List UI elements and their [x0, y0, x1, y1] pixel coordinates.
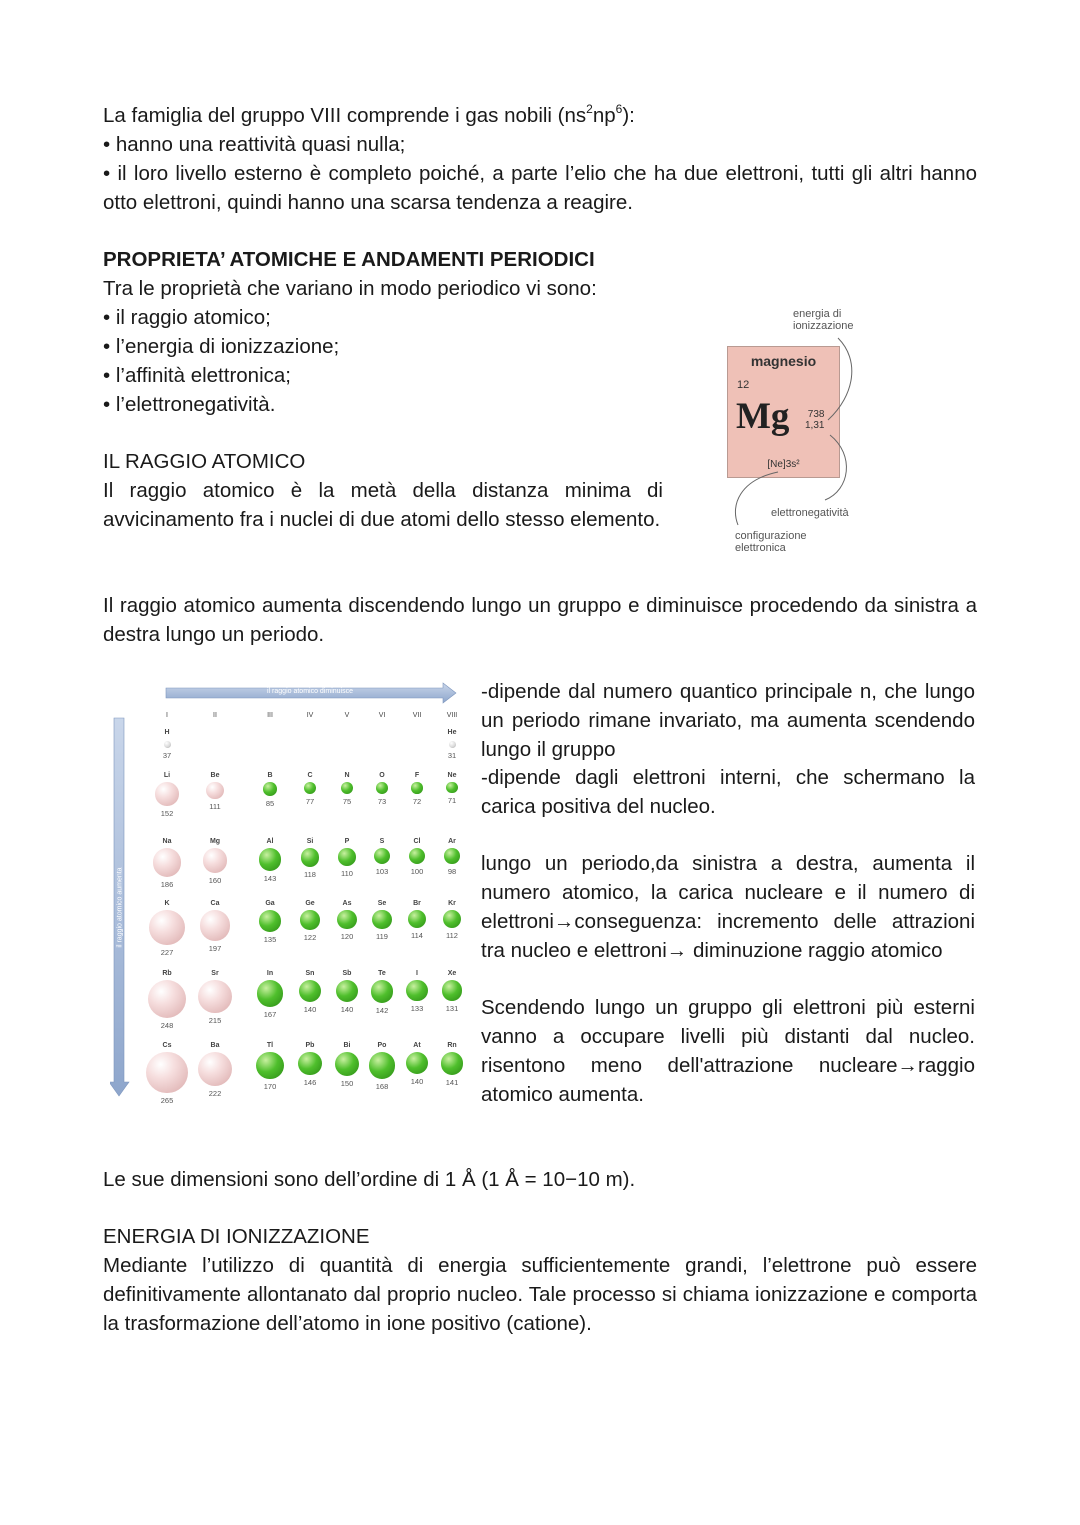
- group-label: VII: [412, 712, 422, 719]
- radius-value: 111: [209, 802, 221, 812]
- atom-sphere: [301, 848, 320, 867]
- atom-sphere: [298, 1052, 321, 1075]
- element-symbol-na: Na: [162, 838, 172, 845]
- element-symbol-si: Si: [306, 838, 314, 845]
- element-symbol-br: Br: [413, 900, 421, 907]
- radius-value: 75: [342, 797, 352, 806]
- radius-value: 248: [160, 1021, 174, 1031]
- element-symbol-mg: Mg: [209, 838, 221, 845]
- element-symbol-pb: Pb: [305, 1042, 315, 1049]
- element-symbol-li: Li: [163, 772, 171, 779]
- atom-sphere: [443, 910, 461, 928]
- element-symbol: Mg: [736, 396, 790, 437]
- element-symbol-ne: Ne: [447, 772, 457, 779]
- radius-value: 222: [208, 1089, 222, 1099]
- radius-value: 103: [375, 867, 389, 877]
- atom-sphere: [446, 782, 457, 793]
- label-ionization-energy: [793, 308, 854, 332]
- element-symbol-n: N: [344, 772, 350, 779]
- element-symbol-k: K: [164, 900, 170, 907]
- element-symbol-cs: Cs: [162, 1042, 172, 1049]
- label-electronegativity: elettronegatività: [771, 507, 849, 519]
- group-label: I: [166, 712, 168, 719]
- radius-value: 170: [263, 1082, 277, 1092]
- atom-sphere: [164, 741, 171, 748]
- element-symbol-s: S: [379, 838, 385, 845]
- atom-sphere: [406, 980, 427, 1001]
- element-symbol-ba: Ba: [210, 1042, 220, 1049]
- radius-value: 98: [447, 866, 457, 876]
- element-symbol-b: B: [267, 772, 273, 779]
- group-label: III: [267, 712, 273, 719]
- element-symbol-sr: Sr: [211, 970, 219, 977]
- atom-sphere: [259, 910, 281, 932]
- radius-value: 143: [263, 873, 277, 883]
- atomic-radius-figure: [110, 682, 470, 1132]
- radius-value: 197: [208, 943, 222, 953]
- radius-value: 100: [410, 867, 424, 876]
- radius-value: 140: [410, 1077, 424, 1087]
- atom-sphere: [338, 848, 356, 866]
- radius-value: 85: [265, 798, 275, 808]
- element-symbol-tl: Tl: [266, 1042, 274, 1049]
- element-symbol-i: I: [416, 970, 418, 977]
- radius-value: 142: [375, 1005, 389, 1015]
- element-symbol-p: P: [344, 838, 350, 845]
- radius-value: 119: [376, 932, 388, 942]
- element-symbol-h: H: [164, 729, 170, 736]
- atom-sphere: [257, 980, 284, 1007]
- element-symbol-f: F: [414, 772, 420, 779]
- atom-sphere: [256, 1052, 283, 1079]
- radius-note-3: lungo un periodo,da sinistra a destra, aumenta il numero atomico, la carica nucleare e il numero di elettroni→conseguenza: incremento delle attrazioni tra nucleo e elettroni→ diminuzione raggio atomico: [481, 852, 975, 962]
- radius-value: 152: [160, 808, 174, 818]
- element-symbol-bi: Bi: [343, 1042, 351, 1049]
- ionization-value: 738: [807, 409, 825, 420]
- ionization-body: Mediante l’utilizzo di quantità di energia sufficientemente grandi, l’elettrone può essere definitivamente allontanato dal proprio nucleo. Tale processo si chiama ionizzazione e comporta la trasformazione dell’atomo in ione positivo (catione).: [103, 1254, 977, 1335]
- radius-value: 37: [162, 751, 172, 760]
- properties-intro: Tra le proprietà che variano in modo periodico vi sono:: [103, 277, 597, 300]
- noble-gases-bullet-2: • il loro livello esterno è completo poiché, a parte l’elio che ha due elettroni, tutti gli altri hanno otto elettroni, quindi hanno una scarsa tendenza a reagire.: [103, 162, 977, 214]
- radius-dimension: Le sue dimensioni sono dell’ordine di 1 Å (1 Å = 10−10 m).: [103, 1168, 636, 1191]
- list-item: • il raggio atomico;: [103, 306, 271, 329]
- element-symbol-in: In: [266, 970, 274, 977]
- radius-value: 140: [340, 1005, 354, 1015]
- group-label: II: [213, 712, 217, 719]
- atom-sphere: [444, 848, 460, 864]
- element-symbol-sb: Sb: [342, 970, 352, 977]
- element-name: magnesio: [750, 353, 817, 369]
- intro-text-2: np: [592, 104, 616, 127]
- atom-sphere: [259, 848, 282, 871]
- atom-sphere: [206, 782, 223, 799]
- label-electron-configuration: [735, 530, 807, 554]
- card-connector-lines: [730, 330, 870, 530]
- radius-note-1: -dipende dal numero quantico principale n, che lungo un periodo rimane invariato, ma aumenta scendendo lungo il gruppo: [481, 680, 975, 761]
- atomic-number: 12: [737, 379, 750, 391]
- radius-value: 118: [304, 869, 316, 879]
- radius-value: 72: [412, 796, 422, 806]
- atom-sphere: [409, 848, 425, 864]
- radius-value: 131: [445, 1003, 459, 1013]
- atom-sphere: [146, 1052, 187, 1093]
- radius-value: 265: [160, 1096, 174, 1106]
- radius-value: 146: [303, 1078, 317, 1088]
- group-label: IV: [306, 712, 314, 719]
- radius-value: 31: [447, 751, 457, 760]
- atom-sphere: [198, 980, 231, 1013]
- atom-sphere: [263, 782, 277, 796]
- list-item: • l’affinità elettronica;: [103, 364, 291, 387]
- group-label: VIII: [446, 712, 458, 719]
- radius-value: 150: [340, 1079, 354, 1088]
- atom-sphere: [335, 1052, 359, 1076]
- element-symbol-c: C: [307, 772, 313, 779]
- atom-sphere: [449, 741, 456, 748]
- radius-value: 227: [160, 948, 174, 958]
- element-symbol-po: Po: [377, 1042, 387, 1049]
- radius-value: 120: [340, 932, 354, 942]
- radius-value: 141: [445, 1077, 459, 1087]
- arrow-label-increases: il raggio atomico aumenta: [116, 867, 124, 948]
- atom-sphere: [153, 848, 182, 877]
- ionization-heading: ENERGIA DI IONIZZAZIONE: [103, 1225, 370, 1248]
- noble-gases-intro: [103, 101, 977, 130]
- intro-text-1: La famiglia del gruppo VIII comprende i gas nobili (ns: [103, 104, 587, 127]
- radius-value: 122: [303, 932, 317, 942]
- intro-text-3: ):: [622, 104, 635, 127]
- element-symbol-te: Te: [378, 970, 386, 977]
- element-symbol-al: Al: [266, 838, 274, 845]
- radius-value: 133: [410, 1004, 424, 1014]
- atom-sphere: [200, 910, 231, 941]
- element-symbol-sn: Sn: [305, 970, 315, 977]
- radius-value: 160: [208, 875, 222, 885]
- atom-sphere: [149, 910, 184, 945]
- atom-sphere: [372, 910, 391, 929]
- electron-configuration: [Ne]3s²: [767, 459, 800, 470]
- radius-value: 77: [305, 797, 315, 807]
- element-symbol-cl: Cl: [413, 838, 421, 845]
- radius-value: 168: [375, 1081, 389, 1091]
- label-line: ionizzazione: [793, 320, 854, 332]
- element-symbol-xe: Xe: [447, 970, 457, 977]
- radius-value: 215: [208, 1016, 222, 1026]
- atom-sphere: [203, 848, 228, 873]
- element-symbol-o: O: [379, 772, 385, 779]
- atom-sphere: [371, 980, 394, 1003]
- atom-sphere: [376, 782, 388, 794]
- arrow-label-decreases: il raggio atomico diminuisce: [267, 688, 353, 695]
- radius-value: 71: [447, 796, 457, 806]
- atom-sphere: [337, 910, 356, 929]
- atomic-radius-trend: Il raggio atomico aumenta discendendo lungo un gruppo e diminuisce procedendo da sinistra a destra lungo un periodo.: [103, 594, 977, 646]
- element-symbol-ge: Ge: [305, 900, 315, 907]
- atom-sphere: [155, 782, 179, 806]
- radius-value: 114: [411, 931, 423, 941]
- radius-value: 186: [160, 879, 174, 889]
- atom-sphere: [441, 1052, 464, 1075]
- list-item: • l’energia di ionizzazione;: [103, 335, 340, 358]
- label-line: configurazione: [735, 530, 807, 542]
- radius-note-4: Scendendo lungo un gruppo gli elettroni più esterni vanno a occupare livelli più distanti dal nucleo. risentono meno dell'attrazione nucleare→raggio atomico aumenta.: [481, 996, 975, 1106]
- element-symbol-ar: Ar: [448, 838, 456, 845]
- element-symbol-ca: Ca: [210, 900, 220, 907]
- atom-sphere: [341, 782, 353, 794]
- superscript-2: 2: [586, 102, 593, 117]
- label-line: energia di: [793, 308, 842, 320]
- radius-value: 73: [377, 796, 387, 806]
- atom-sphere: [411, 782, 423, 794]
- properties-list: [103, 303, 703, 419]
- label-line: elettronica: [735, 542, 786, 554]
- radius-value: 140: [303, 1005, 317, 1015]
- element-symbol-he: He: [447, 729, 457, 736]
- element-symbol-at: At: [413, 1042, 421, 1049]
- element-symbol-as: As: [342, 900, 352, 907]
- atom-sphere: [300, 910, 320, 930]
- radius-note-2: -dipende dagli elettroni interni, che schermano la carica positiva del nucleo.: [481, 766, 975, 818]
- element-symbol-ga: Ga: [265, 900, 275, 907]
- list-item: • l’elettronegatività.: [103, 393, 276, 416]
- radius-value: 135: [263, 934, 277, 944]
- element-symbol-se: Se: [377, 900, 387, 907]
- atom-sphere: [369, 1052, 396, 1079]
- element-symbol-kr: Kr: [448, 900, 456, 907]
- atomic-radius-heading: IL RAGGIO ATOMICO: [103, 450, 306, 473]
- element-symbol-be: Be: [210, 772, 220, 779]
- group-label: VI: [378, 712, 386, 719]
- noble-gases-bullet-1: • hanno una reattività quasi nulla;: [103, 133, 406, 156]
- properties-heading: PROPRIETA’ ATOMICHE E ANDAMENTI PERIODICI: [103, 248, 595, 271]
- atom-sphere: [442, 980, 463, 1001]
- radius-value: 110: [341, 868, 353, 878]
- atomic-radius-definition: Il raggio atomico è la metà della distanza minima di avvicinamento fra i nuclei di due atomi dello stesso elemento.: [103, 479, 663, 531]
- radius-value: 112: [446, 930, 458, 940]
- element-symbol-rb: Rb: [162, 970, 172, 977]
- group-label: V: [344, 712, 350, 719]
- superscript-6: 6: [615, 102, 623, 117]
- radius-value: 167: [263, 1009, 277, 1019]
- electronegativity-value: 1,31: [805, 420, 825, 431]
- element-symbol-rn: Rn: [447, 1042, 457, 1049]
